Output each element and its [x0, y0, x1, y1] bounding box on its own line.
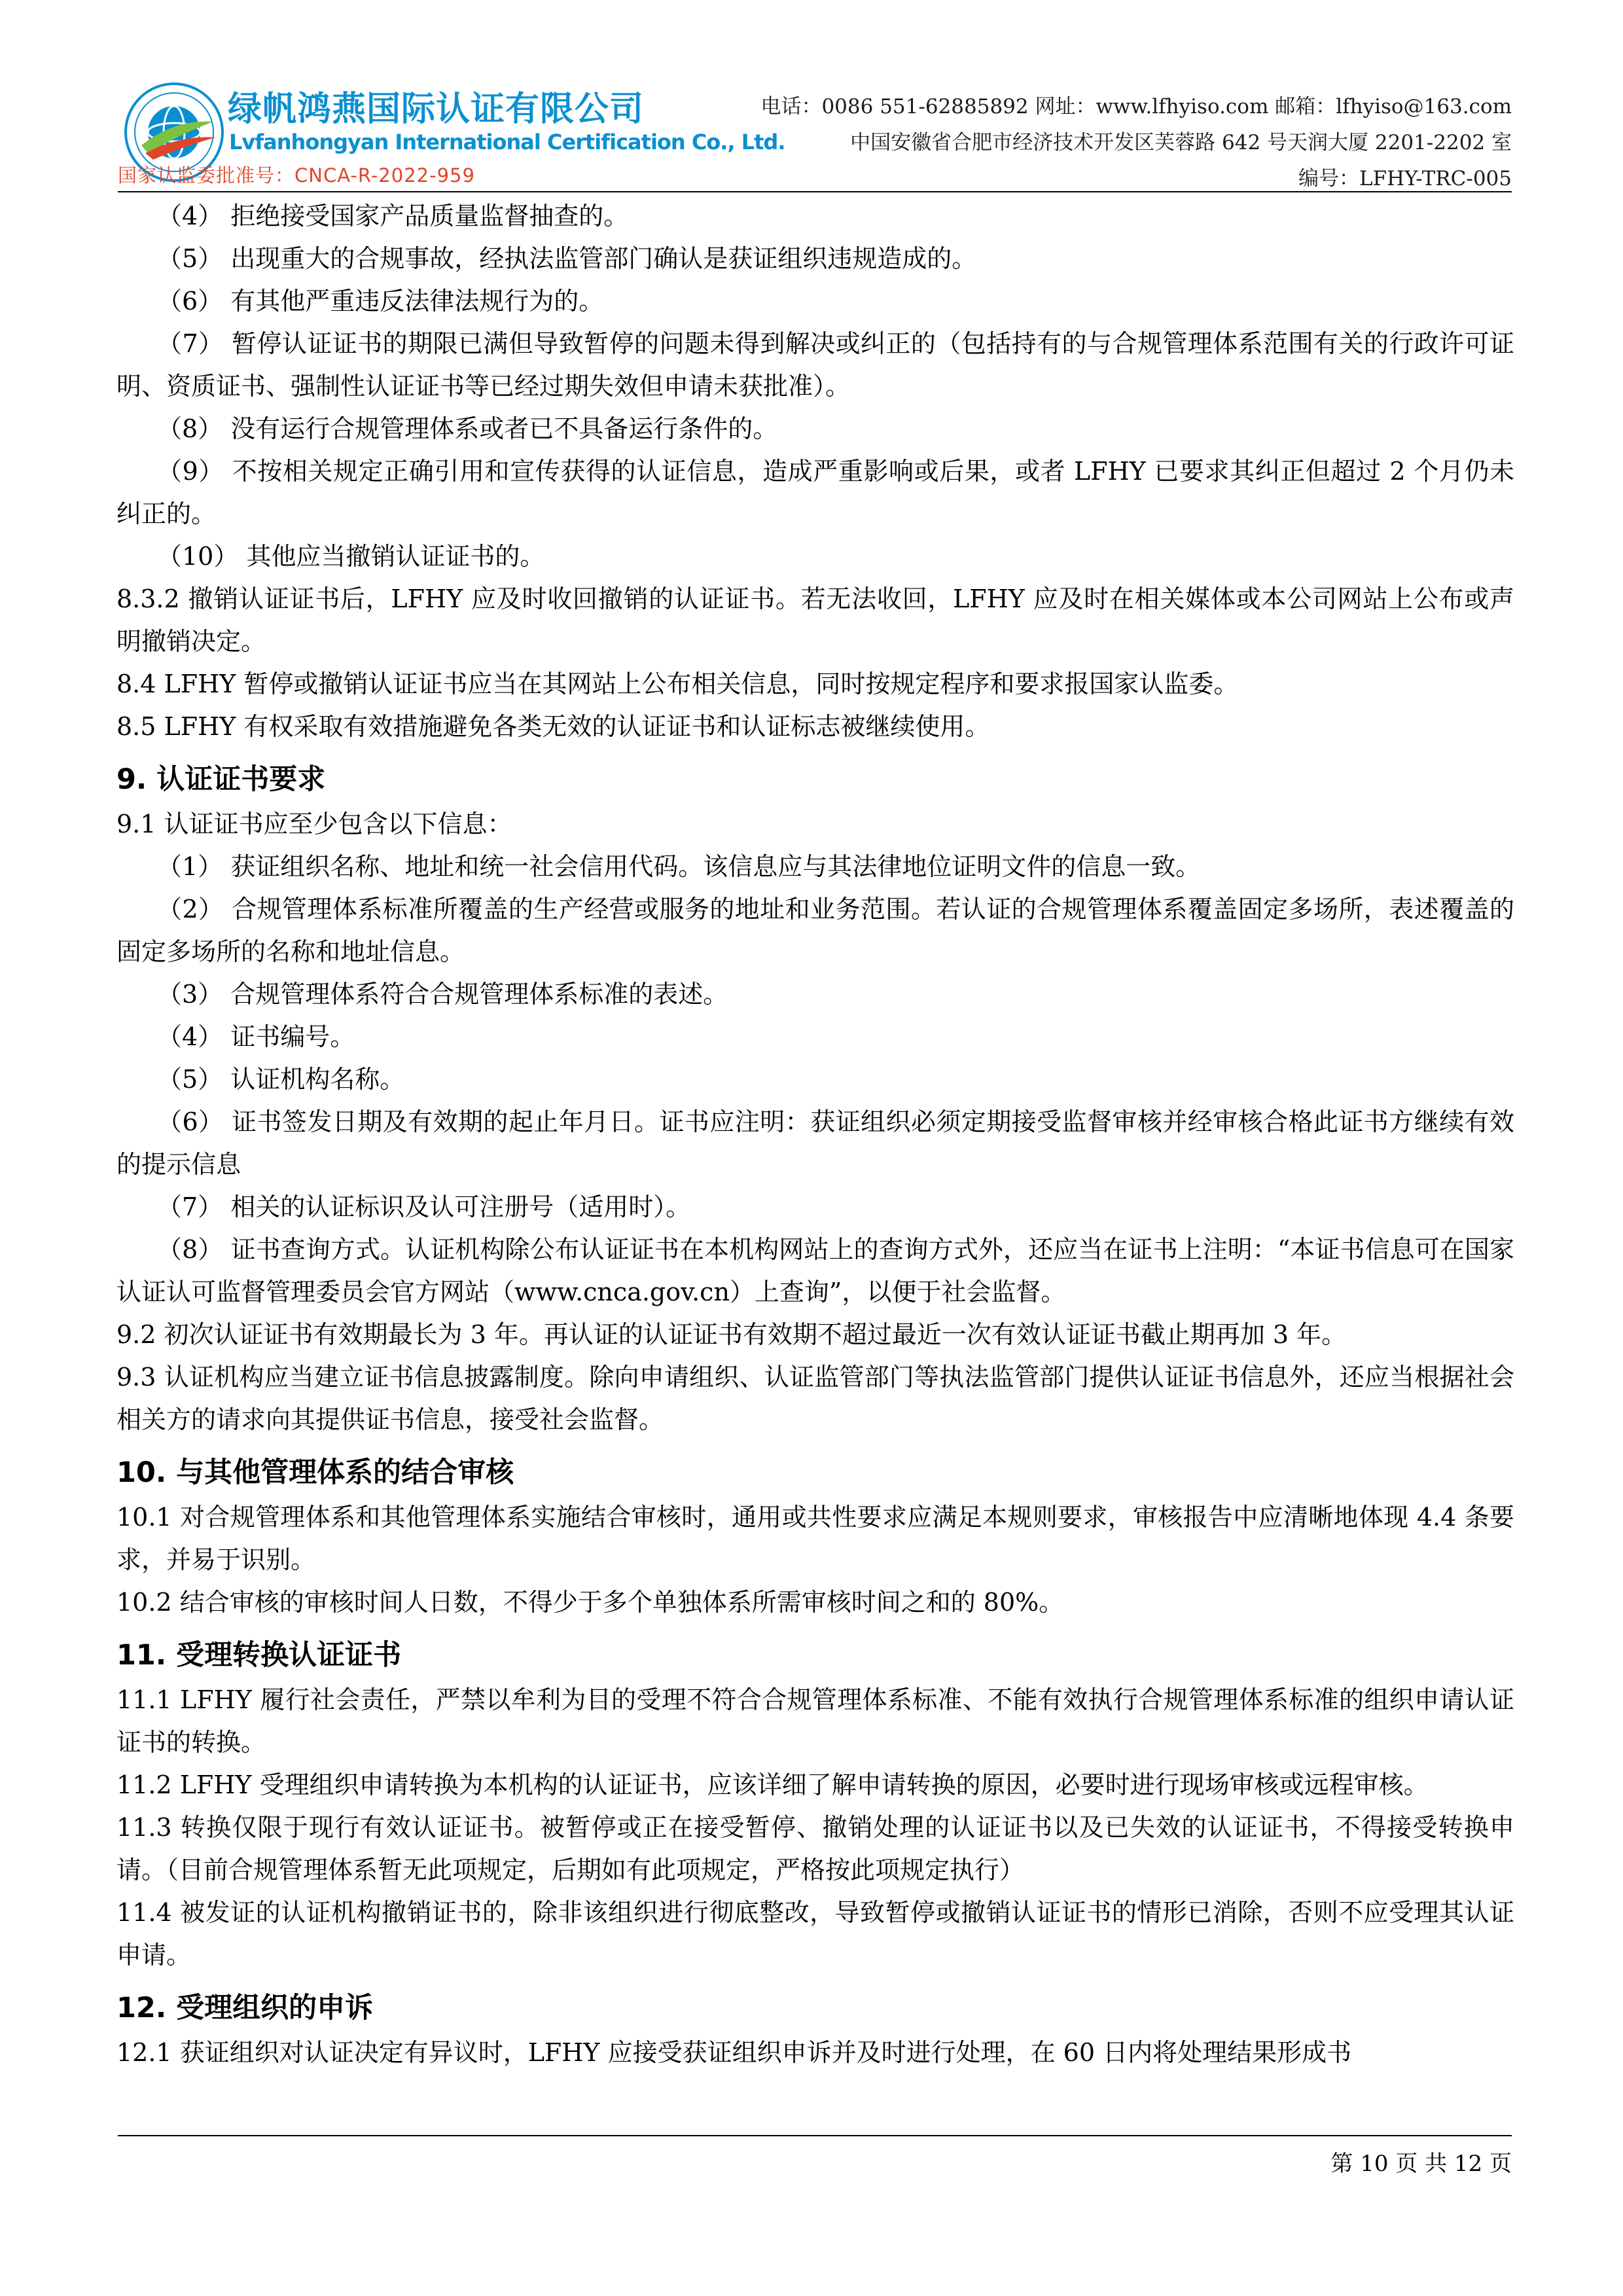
section-heading-11: 11. 受理转换认证证书 [116, 1639, 402, 1672]
approval-number: 国家认监委批准号：CNCA-R-2022-959 [118, 164, 475, 187]
contact-line-phone-web-email: 电话：0086 551-62885892 网址：www.lfhyiso.com 邮箱：lfhyiso@163.com [760, 95, 1512, 118]
list-item: （9） 不按相关规定正确引用和宣传获得的认证信息，造成严重影响或后果，或者 LFHY 已要求其纠正但超过 2 个月仍未纠正的。 [116, 457, 1514, 528]
list-item: （4） 拒绝接受国家产品质量监督抽查的。 [157, 202, 629, 230]
list-item: （3） 合规管理体系符合合规管理体系标准的表述。 [157, 980, 728, 1009]
list-item: （8） 没有运行合规管理体系或者已不具备运行条件的。 [157, 414, 778, 443]
contact-line-address: 中国安徽省合肥市经济技术开发区芙蓉路 642 号天润大厦 2201-2202 室 [850, 131, 1512, 154]
list-item: （4） 证书编号。 [157, 1022, 355, 1051]
clause-9-2: 9.2 初次认证证书有效期最长为 3 年。再认证的认证证书有效期不超过最近一次有效认证证书截止期再加 3 年。 [116, 1320, 1347, 1349]
section-heading-10: 10. 与其他管理体系的结合审核 [116, 1456, 514, 1489]
document-number: 编号：LFHY-TRC-005 [1298, 167, 1512, 190]
clause-11-2: 11.2 LFHY 受理组织申请转换为本机构的认证证书，应该详细了解申请转换的原因，必要时进行现场审核或远程审核。 [116, 1770, 1429, 1799]
footer-divider [118, 2135, 1512, 2136]
clause-10-2: 10.2 结合审核的审核时间人日数，不得少于多个单独体系所需审核时间之和的 80%。 [116, 1588, 1064, 1617]
page-header [118, 72, 1512, 196]
list-item: （7） 相关的认证标识及认可注册号（适用时）。 [157, 1193, 691, 1221]
list-item: （10） 其他应当撤销认证证书的。 [157, 542, 545, 571]
list-item: （8） 证书查询方式。认证机构除公布认证证书在本机构网站上的查询方式外，还应当在证书上注明：“本证书信息可在国家认证认可监督管理委员会官方网站（www.cnca.gov.cn）上查询”，以便于社会监督。 [116, 1235, 1514, 1306]
clause-11-4: 11.4 被发证的认证机构撤销证书的，除非该组织进行彻底整改，导致暂停或撤销认证证书的情形已消除，否则不应受理其认证申请。 [116, 1898, 1514, 1969]
clause-10-1: 10.1 对合规管理体系和其他管理体系实施结合审核时，通用或共性要求应满足本规则要求，审核报告中应清晰地体现 4.4 条要求，并易于识别。 [116, 1503, 1514, 1574]
list-item: （2） 合规管理体系标准所覆盖的生产经营或服务的地址和业务范围。若认证的合规管理体系覆盖固定多场所，表述覆盖的固定多场所的名称和地址信息。 [116, 895, 1514, 966]
clause-8-3-2: 8.3.2 撤销认证证书后，LFHY 应及时收回撤销的认证证书。若无法收回，LFHY 应及时在相关媒体或本公司网站上公布或声明撤销决定。 [116, 584, 1514, 656]
list-item: （1） 获证组织名称、地址和统一社会信用代码。该信息应与其法律地位证明文件的信息一致。 [157, 852, 1201, 881]
clause-11-3: 11.3 转换仅限于现行有效认证证书。被暂停或正在接受暂停、撤销处理的认证证书以及已失效的认证证书，不得接受转换申请。（目前合规管理体系暂无此项规定，后期如有此项规定，严格按此项规定执行） [116, 1813, 1514, 1884]
clause-8-5: 8.5 LFHY 有权采取有效措施避免各类无效的认证证书和认证标志被继续使用。 [116, 712, 990, 741]
company-name-en: Lvfanhongyan International Certification Co., Ltd. [229, 130, 785, 154]
section-heading-9: 9. 认证证书要求 [116, 763, 326, 796]
clause-9-1: 9.1 认证证书应至少包含以下信息： [116, 810, 512, 838]
section-heading-12: 12. 受理组织的申诉 [116, 1992, 374, 2024]
clause-8-4: 8.4 LFHY 暂停或撤销认证证书应当在其网站上公布相关信息，同时按规定程序和要求报国家认监委。 [116, 670, 1239, 698]
company-name-cn: 绿帆鸿燕国际认证有限公司 [228, 90, 645, 129]
clause-9-3: 9.3 认证机构应当建立证书信息披露制度。除向申请组织、认证监管部门等执法监管部门提供认证证书信息外，还应当根据社会相关方的请求向其提供证书信息，接受社会监督。 [116, 1363, 1514, 1434]
clause-12-1: 12.1 获证组织对认证决定有异议时，LFHY 应接受获证组织申诉并及时进行处理，在 60 日内将处理结果形成书 [116, 2038, 1352, 2067]
document-body [116, 195, 1514, 2074]
clause-11-1: 11.1 LFHY 履行社会责任，严禁以牟利为目的受理不符合合规管理体系标准、不能有效执行合规管理体系标准的组织申请认证证书的转换。 [116, 1685, 1514, 1757]
header-divider [118, 191, 1512, 192]
page-number: 第 10 页 共 12 页 [1330, 2151, 1512, 2177]
list-item: （6） 证书签发日期及有效期的起止年月日。证书应注明：获证组织必须定期接受监督审核并经审核合格此证书方继续有效的提示信息 [116, 1107, 1514, 1179]
list-item: （5） 认证机构名称。 [157, 1065, 405, 1094]
list-item: （7） 暂停认证证书的期限已满但导致暂停的问题未得到解决或纠正的（包括持有的与合规管理体系范围有关的行政许可证明、资质证书、强制性认证证书等已经过期失效但申请未获批准）。 [116, 329, 1514, 401]
list-item: （6） 有其他严重违反法律法规行为的。 [157, 287, 604, 315]
list-item: （5） 出现重大的合规事故，经执法监管部门确认是获证组织违规造成的。 [157, 244, 977, 273]
contact-block [760, 89, 1512, 197]
